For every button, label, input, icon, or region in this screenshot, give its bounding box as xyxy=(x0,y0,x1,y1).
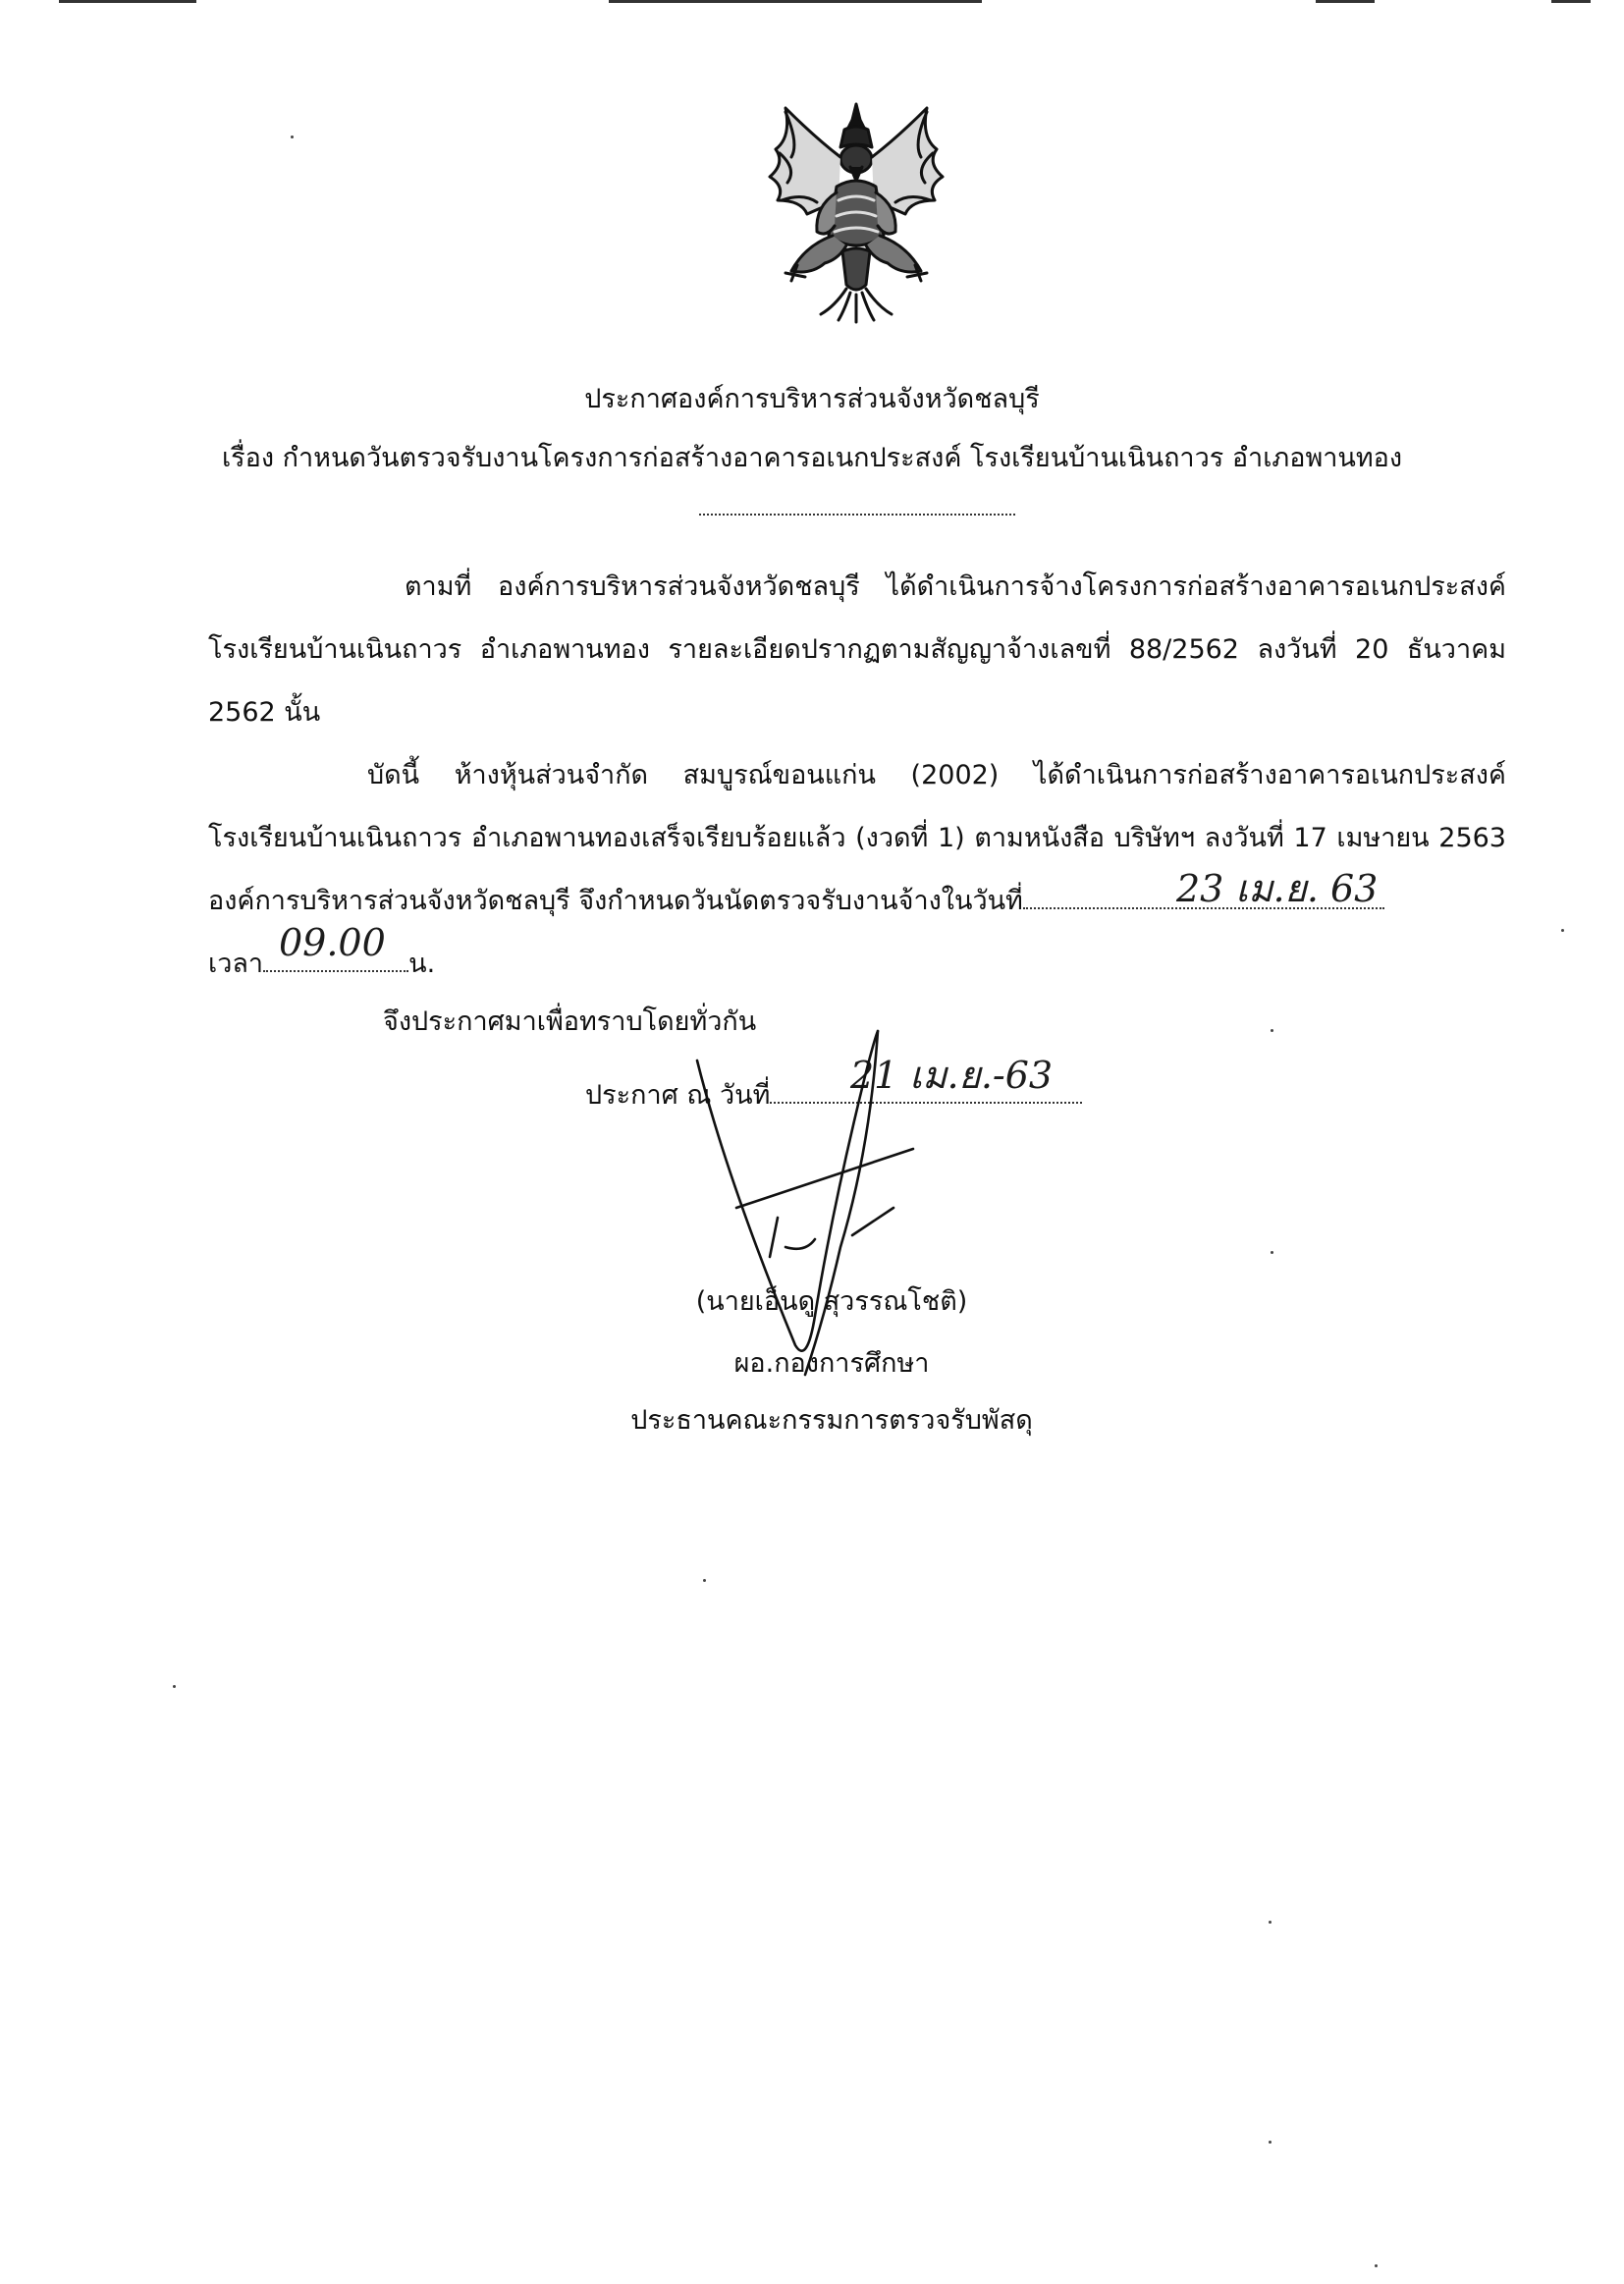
page-title: ประกาศองค์การบริหารส่วนจังหวัดชลบุรี xyxy=(584,384,1040,414)
scan-speck xyxy=(291,136,294,138)
scan-speck xyxy=(1271,1251,1273,1254)
signer-role: ประธานคณะกรรมการตรวจรับพัสดุ xyxy=(630,1405,1033,1436)
scan-edge-marks xyxy=(0,0,1624,8)
scan-speck xyxy=(1269,1921,1272,1924)
scan-speck xyxy=(1375,2264,1378,2267)
handwritten-inspection-date: 23 เม.ย. 63 xyxy=(1176,867,1379,910)
scan-speck xyxy=(1271,1029,1273,1032)
time-suffix: น. xyxy=(408,949,436,979)
time-label: เวลา xyxy=(208,949,264,979)
handwritten-announce-date: 21 เม.ย.-63 xyxy=(850,1054,1054,1097)
announce-label: ประกาศ ณ วันที่ xyxy=(585,1080,771,1111)
closing-statement: จึงประกาศมาเพื่อทราบโดยทั่วกัน xyxy=(383,1006,757,1037)
garuda-emblem-icon xyxy=(756,98,957,326)
signer-name: (นายเอ็นดู สุวรรณโชติ) xyxy=(695,1286,968,1317)
paragraph-1: ตามที่ องค์การบริหารส่วนจังหวัดชลบุรี ได้ดำเนินการจ้างโครงการก่อสร้างอาคารอเนกประสงค์ โรงเรียนบ้านเนินถาวร อำเภอพานทอง รายละเอียดปรากฏตามสัญญาจ้างเลขที่ 88/2562 ลงวันที่ 20 ธันวาคม 2562 นั้น xyxy=(208,571,1506,728)
title-divider xyxy=(699,514,1015,516)
scan-speck xyxy=(703,1579,706,1582)
scan-speck xyxy=(1269,2141,1272,2144)
document-subject: เรื่อง กำหนดวันตรวจรับงานโครงการก่อสร้างอาคารอเนกประสงค์ โรงเรียนบ้านเนินถาวร อำเภอพานทอง xyxy=(221,443,1403,473)
paragraph-2-text: บัดนี้ ห้างหุ้นส่วนจำกัด สมบูรณ์ขอนแก่น (2002) ได้ดำเนินการก่อสร้างอาคารอเนกประสงค์ โรงเรียนบ้านเนินถาวร อำเภอพานทองเสร็จเรียบร้อยแล้ว (งวดที่ 1) ตามหนังสือ บริษัทฯ ลงวันที่ 17 เมษายน 2563 องค์การบริหารส่วนจังหวัดชลบุรี จึงกำหนดวันนัดตรวจรับงานจ้างในวันที่ xyxy=(208,760,1506,916)
handwritten-time: 09.00 xyxy=(279,921,386,964)
scan-speck xyxy=(173,1685,176,1688)
scan-speck xyxy=(1561,929,1564,932)
signer-position: ผอ.กองการศึกษา xyxy=(733,1348,930,1379)
